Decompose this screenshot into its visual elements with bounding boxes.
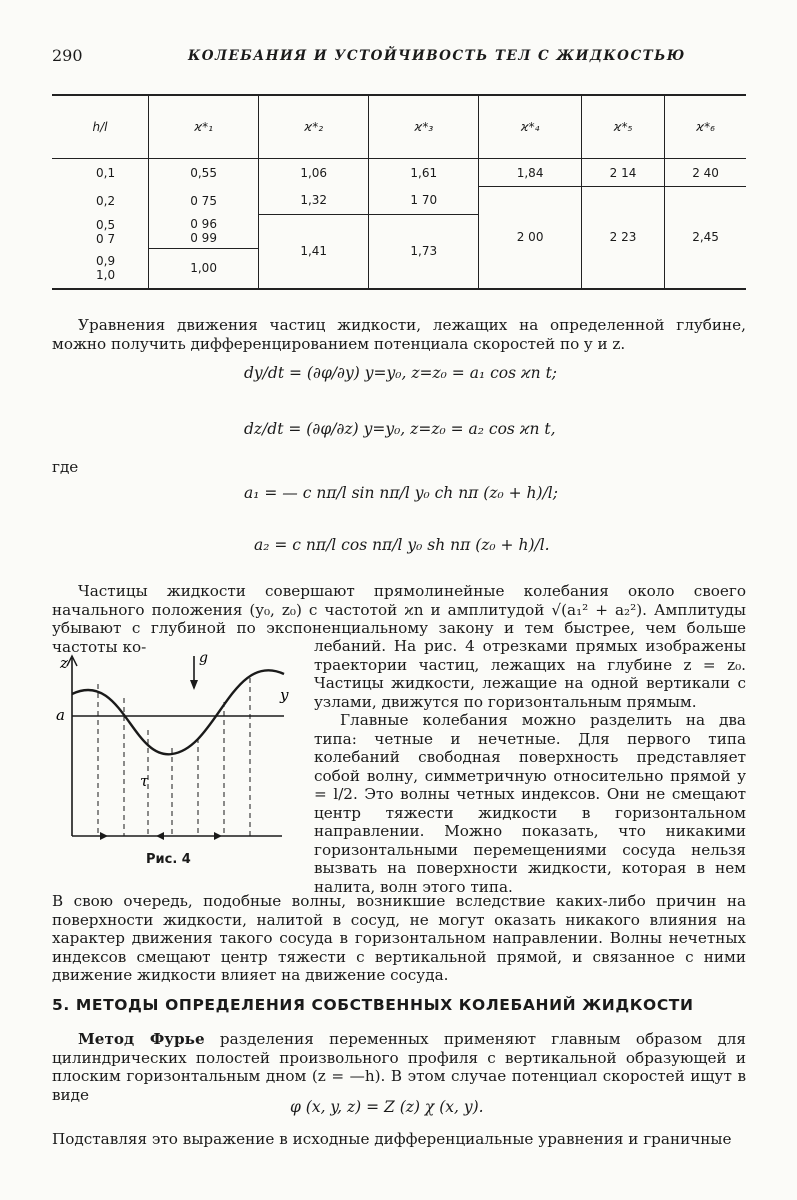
- table-cell: 1,73: [369, 215, 479, 289]
- paragraph: Главные колебания можно разделить на два типа: четные и нечетные. Для первого типа колебаний свободная поверхность представляет собой волну, симметричную относительно прямой y = l/2. Это волны четных индексов. Они не смещают центр тяжести жидкости в горизонтальном направлении. Можно показать, что никакими горизонтальными перемещениями сосуда нельзя вызвать на поверхности жидкости, которая в нем налита, волн этого типа.: [314, 711, 746, 896]
- section-title: 5. МЕТОДЫ ОПРЕДЕЛЕНИЯ СОБСТВЕННЫХ КОЛЕБАНИЙ ЖИДКОСТИ: [52, 996, 694, 1014]
- table-cell: 0,55: [149, 159, 259, 187]
- table-header-row: [52, 95, 746, 159]
- table-cell: 1,61: [369, 159, 479, 187]
- table-header: ϰ*₆: [665, 95, 746, 159]
- page-number: 290: [52, 46, 83, 65]
- paragraph-body: разделения переменных применяют главным образом для цилиндрических полостей произвольного профиля с вертикальной образующей и плоским горизонтальным дном (z = —h). В этом случае потенциал скоростей ищут в виде: [52, 1030, 746, 1104]
- label-g: g: [199, 650, 208, 666]
- table-cell-line: 0 7: [96, 231, 116, 246]
- table-cell: 0 75: [149, 187, 259, 215]
- table-cell-line: 0 99: [190, 231, 217, 246]
- table-cell-line: 0,5: [96, 217, 116, 232]
- table-header: ϰ*₃: [369, 95, 479, 159]
- paragraph: Подставляя это выражение в исходные дифференциальные уравнения и граничные: [52, 1130, 732, 1148]
- table-cell: [149, 215, 259, 249]
- paragraph: В свою очередь, подобные волны, возникшие вследствие каких-либо причин на поверхности жидкости, налитой в сосуд, не могут оказать никакого влияния на характер движения такого сосуда в горизонтальном направлении. Волны нечетных индексов смещают центр тяжести с вертикальной прямой, и связанное с ними движение жидкости влияет на движение сосуда.: [52, 892, 746, 984]
- where-label: где: [52, 458, 79, 476]
- formula-phi: φ (x, y, z) = Z (z) χ (x, y).: [290, 1098, 484, 1116]
- table-cell: 2,45: [665, 187, 746, 289]
- label-y: y: [280, 686, 289, 704]
- table-row: [52, 159, 746, 187]
- label-a: a: [56, 706, 65, 724]
- table-cell: 0,1: [96, 165, 116, 180]
- running-title: КОЛЕБАНИЯ И УСТОЙЧИВОСТЬ ТЕЛ С ЖИДКОСТЬЮ: [188, 48, 686, 64]
- table-header: ϰ*₄: [479, 95, 582, 159]
- figure-4: [52, 650, 298, 850]
- table-cell: 1,84: [479, 159, 582, 187]
- label-tau: τ: [140, 772, 149, 790]
- gravity-arrowhead: [190, 680, 198, 690]
- table-cell: 1,32: [259, 187, 369, 215]
- table-cell: 1,41: [259, 215, 369, 289]
- method-name: Метод Фурье: [78, 1030, 205, 1048]
- table-cell: 2 23: [581, 187, 664, 289]
- table-header: ϰ*₁: [149, 95, 259, 159]
- table-cell: 0,2: [96, 193, 116, 208]
- table-cell: 2 40: [665, 159, 746, 187]
- paragraph: Частицы жидкости совершают прямолинейные колебания около своего начального положения (y₀, z₀) с частотой ϰn и амплитудой √(a₁² + a₂²). Амплитуды убывают с глубиной по экспоненциальному закону и тем быстрее, чем больше частоты ко-: [52, 582, 746, 656]
- table-cell: [52, 249, 149, 289]
- paragraph: Уравнения движения частиц жидкости, лежащих на определенной глубине, можно получить дифференцированием потенциала скоростей по y и z.: [52, 316, 746, 353]
- table-cell-line: 0 96: [190, 217, 217, 232]
- paragraph: [52, 1030, 746, 1104]
- table-cell: 1,06: [259, 159, 369, 187]
- paragraph: лебаний. На рис. 4 отрезками прямых изображены траектории частиц, лежащих на глубине z = z₀. Частицы жидкости, лежащие на одной вертикали с узлами, движутся по горизонтальным прямым.: [314, 637, 746, 711]
- figure-caption: Рис. 4: [146, 852, 191, 867]
- table-cell: 1,00: [149, 249, 259, 289]
- formula-a1: a₁ = — c nπ/l sin nπ/l y₀ ch nπ (z₀ + h)/l;: [244, 484, 558, 502]
- label-z: z: [60, 654, 68, 672]
- table-header: ϰ*₂: [259, 95, 369, 159]
- table-cell-line: 1,0: [96, 268, 116, 282]
- table-cell: 2 00: [479, 187, 582, 289]
- formula-dy-dt: dy/dt = (∂φ/∂y) y=y₀, z=z₀ = a₁ cos ϰn t;: [244, 364, 558, 382]
- table-cell: 1 70: [369, 187, 479, 215]
- formula-dz-dt: dz/dt = (∂φ/∂z) y=y₀, z=z₀ = a₂ cos ϰn t,: [244, 420, 556, 438]
- table-cell: [52, 215, 149, 249]
- table-header: h/l: [52, 95, 149, 159]
- table-row: [52, 187, 746, 215]
- table-header: ϰ*₅: [581, 95, 664, 159]
- formula-a2: a₂ = c nπ/l cos nπ/l y₀ sh nπ (z₀ + h)/l.: [254, 536, 550, 554]
- table-cell: 2 14: [581, 159, 664, 187]
- eigenfrequency-table: [52, 94, 746, 290]
- wave-surface: [72, 670, 284, 754]
- table-cell-line: 0,9: [96, 254, 116, 268]
